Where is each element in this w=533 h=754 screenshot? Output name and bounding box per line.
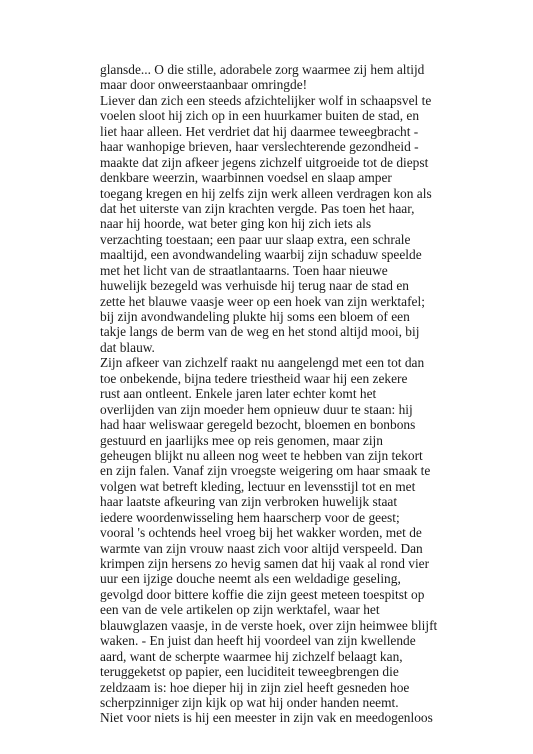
text-line: aard, want de scherpte waarmee hij zichzelf belaagt kan, (100, 648, 403, 664)
text-line: krimpen zijn hersens zo hevig samen dat hij vaak al rond vier (100, 556, 430, 571)
text-line: toe onbekende, bijna tedere triestheid waar hij een zekere (100, 370, 408, 386)
text-line: huwelijk bezegeld was verhuisde hij terug naar de stad en (100, 278, 409, 294)
text-line: glansde... O die stille, adorabele zorg waarmee zij hem altijd (100, 62, 425, 77)
text-line: uur een ijzige douche neemt als een weldadige geseling, (100, 571, 401, 587)
text-line: had haar weliswaar geregeld bezocht, bloemen en bonbons (100, 417, 416, 433)
text-line: denkbare weerzin, waarbinnen voedsel en slaap amper (100, 170, 392, 186)
text-line: warmte van zijn vrouw naast zich voor altijd verspeeld. Dan (100, 540, 423, 556)
text-line: zette het blauwe vaasje weer op een hoek van zijn werktafel; (100, 293, 425, 309)
text-line: haar laatste afkeuring van zijn verbroken huwelijk staat (100, 494, 398, 510)
text-line: zeldzaam is: hoe dieper hij in zijn ziel heeft gesneden hoe (100, 679, 410, 695)
text-line: vooral 's ochtends heel vroeg bij het wakker worden, met de (100, 525, 422, 541)
text-line: gevolgd door bittere koffie die zijn geest meteen toespitst op (100, 586, 425, 602)
text-line: Liever dan zich een steeds afzichtelijker wolf in schaapsvel te (100, 92, 432, 108)
text-line: Niet voor niets is hij een meester in zijn vak en meedogenloos (100, 710, 433, 726)
text-line: Zijn afkeer van zichzelf raakt nu aangelengd met een tot dan (100, 355, 425, 371)
text-line: met het licht van de straatlantaarns. Toen haar nieuwe (100, 262, 388, 278)
text-line: iedere woordenwisseling hem haarscherp voor de geest; (100, 509, 400, 525)
text-line: en zijn falen. Vanaf zijn vroegste weigering om haar smaak te (100, 463, 431, 479)
text-line: teruggeketst op papier, een luciditeit teweegbrengen die (100, 664, 399, 680)
text-line: gestuurd en jaarlijks mee op reis genomen, maar zijn (100, 432, 383, 448)
text-line: overlijden van zijn moeder hem opnieuw duur te staan: hij (100, 401, 413, 417)
text-line: geheugen blijkt nu alleen nog weet te hebben van zijn tekort (100, 447, 423, 463)
text-line: maakte dat zijn afkeer jegens zichzelf uitgroeide tot de diepst (100, 154, 429, 170)
text-line: haar wanhopige brieven, haar verslechterende gezondheid - (100, 139, 419, 155)
text-line: liet haar alleen. Het verdriet dat hij daarmee teweegbracht - (100, 123, 419, 139)
text-line: naar hij hoorde, wat beter ging kon hij zich iets als (100, 216, 372, 232)
text-line: bij zijn avondwandeling plukte hij soms een bloem of een (100, 309, 410, 324)
text-line: dat het uiterste van zijn krachten vergde. Pas toen het haar, (100, 200, 415, 216)
text-line: maaltijd, een avondwandeling waarbij zijn schaduw speelde (100, 247, 422, 263)
text-line: toegang kregen en hij zelfs zijn werk alleen verdragen kon als (100, 185, 432, 201)
text-line: dat blauw. (100, 339, 155, 355)
text-line: scherpzinniger zijn kijk op wat hij onder handen neemt. (100, 694, 399, 710)
text-line: voelen sloot hij zich op in een huurkamer buiten de stad, en (100, 108, 420, 124)
body-text (100, 62, 445, 726)
text-line: een van de vele artikelen op zijn werktafel, waar het (100, 602, 380, 618)
text-line: verzachting toestaan; een paar uur slaap extra, een schrale (100, 231, 411, 247)
text-line: rust aan ontleent. Enkele jaren later echter komt het (100, 386, 377, 402)
text-line: volgen wat betreft kleding, lectuur en levensstijl tot en met (100, 478, 416, 494)
text-line: blauwglazen vaasje, in de verste hoek, over zijn heimwee blijft (100, 617, 438, 633)
text-line: maar door onweerstaanbaar omringde! (100, 77, 308, 93)
text-line: waken. - En juist dan heeft hij voordeel van zijn kwellende (100, 633, 416, 649)
text-line: takje langs de berm van de weg en het stond altijd mooi, bij (100, 324, 420, 340)
